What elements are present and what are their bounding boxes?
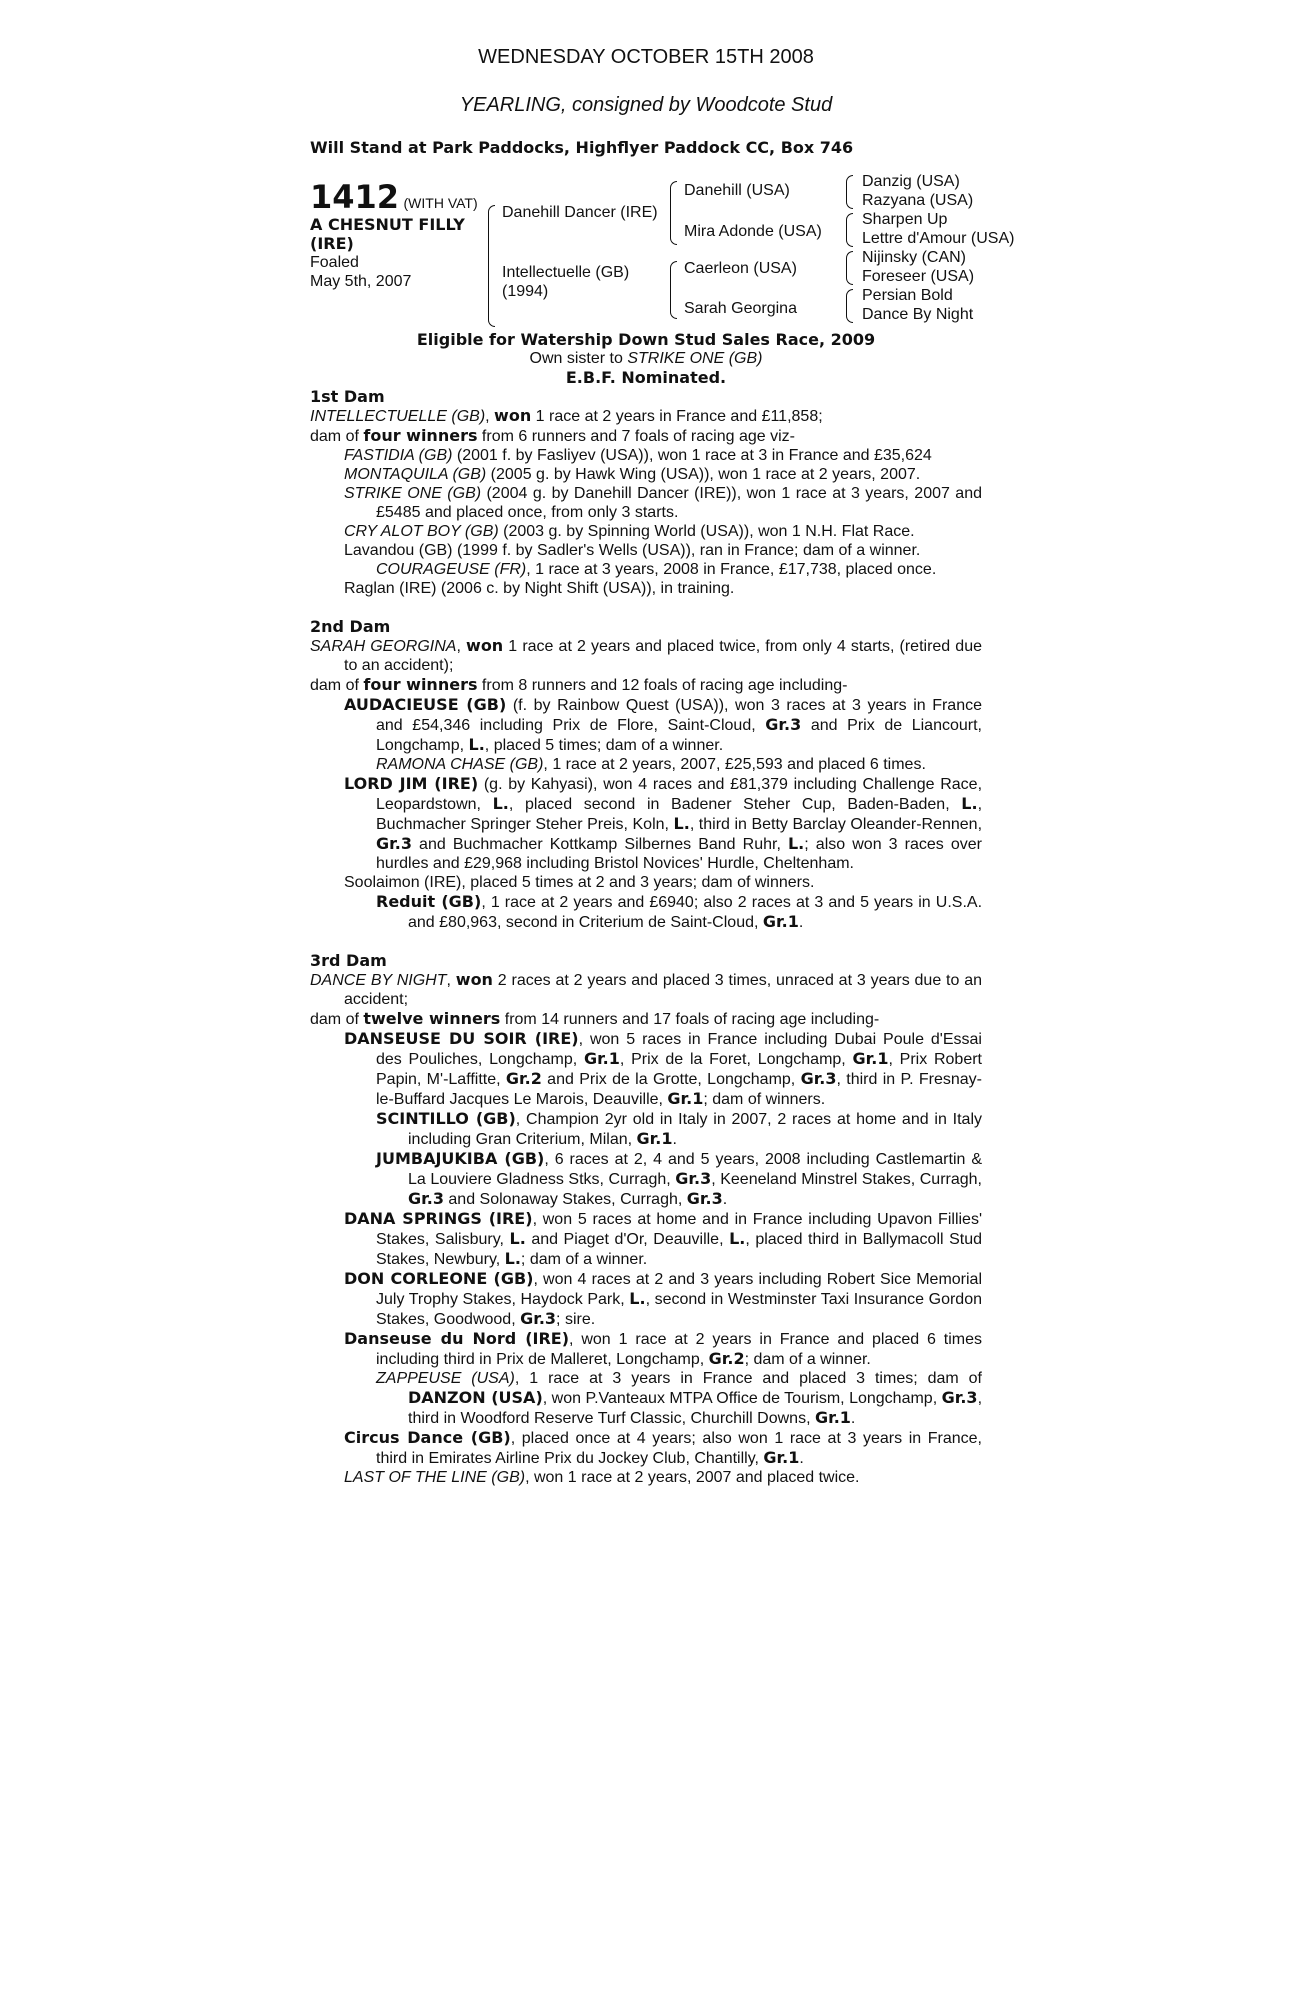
catalogue-page: [310, 44, 1015, 1487]
produce-entry: AUDACIEUSE (GB) (f. by Rainbow Quest (USA)), won 3 races at 3 years in France and £54,346 including Prix de Flore, Saint-Cloud, Gr.3 and Prix de Liancourt, Longchamp, L., placed 5 times; dam of a winner.: [344, 695, 983, 754]
produce-entry: STRIKE ONE (GB) (2004 g. by Danehill Dancer (IRE)), won 1 race at 3 years, 2007 and £5485 and placed once, from only 3 starts.: [344, 485, 982, 521]
third-dam-record: DANCE BY NIGHT, won 2 races at 2 years and placed 3 times, unraced at 3 years due to an accident;: [310, 970, 983, 1008]
produce-entry: DANA SPRINGS (IRE), won 5 races at home and in France including Upavon Fillies' Stakes, Salisbury, L. and Piaget d'Or, Deauville, L., placed third in Ballymacoll Stud Stakes, Newbury, L.; dam of a winner.: [344, 1209, 983, 1268]
vat-note: (WITH VAT): [403, 195, 478, 211]
first-dam-record: INTELLECTUELLE (GB), won 1 race at 2 years in France and £11,858;: [310, 406, 823, 425]
ancestor: Nijinsky (CAN): [862, 249, 966, 266]
own-sister-note: Own sister to STRIKE ONE (GB): [529, 350, 763, 367]
dam-sire: Caerleon (USA): [684, 260, 797, 277]
second-dam-heading: 2nd Dam: [310, 617, 391, 636]
pedigree-table: [310, 173, 1015, 330]
produce-entry: LAST OF THE LINE (GB), won 1 race at 2 years, 2007 and placed twice.: [344, 1469, 860, 1486]
horse-origin: (IRE): [310, 234, 354, 253]
sale-date: WEDNESDAY OCTOBER 15TH 2008: [478, 46, 814, 68]
ancestor: Dance By Night: [862, 306, 974, 323]
eligibility-note: Eligible for Watership Down Stud Sales Race, 2009: [416, 330, 876, 349]
produce-entry: Reduit (GB), 1 race at 2 years and £6940; also 2 races at 3 and 5 years in U.S.A. and £80,963, second in Criterium de Saint-Cloud, Gr.1.: [376, 892, 983, 931]
ancestor: Razyana (USA): [862, 192, 974, 209]
sire-sire: Danehill (USA): [684, 182, 790, 199]
pedigree-bracket: [846, 289, 853, 323]
ancestor: Sharpen Up: [862, 211, 948, 228]
produce-entry: DON CORLEONE (GB), won 4 races at 2 and 3 years including Robert Sice Memorial July Trophy Stakes, Haydock Park, L., second in Westminster Taxi Insurance Gordon Stakes, Goodwood, Gr.3; sire.: [344, 1269, 983, 1328]
third-dam-heading: 3rd Dam: [310, 951, 387, 970]
consignment-line: YEARLING, consigned by Woodcote Stud: [459, 94, 833, 116]
produce-entry: Soolaimon (IRE), placed 5 times at 2 and 3 years; dam of winners.: [344, 874, 815, 891]
produce-entry: Danseuse du Nord (IRE), won 1 race at 2 years in France and placed 6 times including third in Prix de Malleret, Longchamp, Gr.2; dam of a winner.: [344, 1329, 983, 1368]
produce-entry: MONTAQUILA (GB) (2005 g. by Hawk Wing (USA)), won 1 race at 2 years, 2007.: [344, 466, 921, 483]
produce-entry: ZAPPEUSE (USA), 1 race at 3 years in France and placed 3 times; dam of DANZON (USA), won P.Vanteaux MTPA Office de Tourism, Longchamp, Gr.3, third in Woodford Reserve Turf Classic, Churchill Downs, Gr.1.: [376, 1370, 983, 1427]
ancestor: Foreseer (USA): [862, 268, 975, 285]
produce-entry: DANSEUSE DU SOIR (IRE), won 5 races in France including Dubai Poule d'Essai des Pouliches, Longchamp, Gr.1, Prix de la Foret, Longchamp, Gr.1, Prix Robert Papin, M'-Laffitte, Gr.2 and Prix de la Grotte, Longchamp, Gr.3, third in P. Fresnay-le-Buffard Jacques Le Marois, Deauville, Gr.1; dam of winners.: [344, 1029, 982, 1108]
dam-dam: Sarah Georgina: [684, 300, 797, 317]
produce-entry: Lavandou (GB) (1999 f. by Sadler's Wells (USA)), ran in France; dam of a winner.: [344, 542, 921, 559]
pedigree-bracket: [846, 213, 853, 247]
pedigree-bracket: [488, 205, 495, 327]
foaled-date: May 5th, 2007: [310, 273, 412, 290]
produce-entry: CRY ALOT BOY (GB) (2003 g. by Spinning World (USA)), won 1 N.H. Flat Race.: [344, 523, 915, 540]
sire: Danehill Dancer (IRE): [502, 204, 658, 221]
dam-year: (1994): [502, 283, 549, 300]
ancestor: Danzig (USA): [862, 173, 960, 190]
horse-description: A CHESNUT FILLY: [310, 215, 465, 234]
first-dam-heading: 1st Dam: [310, 387, 385, 406]
ancestor: Lettre d'Amour (USA): [862, 230, 1015, 247]
produce-entry: Circus Dance (GB), placed once at 4 years; also won 1 race at 3 years in France, third in Emirates Airline Prix du Jockey Club, Chantilly, Gr.1.: [344, 1428, 983, 1467]
produce-entry: Raglan (IRE) (2006 c. by Night Shift (USA)), in training.: [344, 580, 735, 597]
pedigree-bracket: [670, 261, 677, 319]
pedigree-bracket: [846, 175, 853, 209]
foaled-label: Foaled: [310, 254, 359, 271]
pedigree-bracket: [670, 181, 677, 245]
produce-entry: COURAGEUSE (FR), 1 race at 3 years, 2008 in France, £17,738, placed once.: [376, 561, 937, 578]
produce-entry: JUMBAJUKIBA (GB), 6 races at 2, 4 and 5 years, 2008 including Castlemartin & La Louviere Gladness Stks, Curragh, Gr.3, Keeneland Minstrel Stakes, Curragh, Gr.3 and Solonaway Stakes, Curragh, Gr.3.: [376, 1149, 983, 1208]
pedigree-bracket: [846, 251, 853, 285]
second-dam-produce-summary: dam of four winners from 8 runners and 12 foals of racing age including-: [310, 675, 848, 694]
lot-number: 1412: [310, 178, 400, 216]
produce-entry: RAMONA CHASE (GB), 1 race at 2 years, 2007, £25,593 and placed 6 times.: [376, 756, 926, 773]
ancestor: Persian Bold: [862, 287, 953, 304]
third-dam-produce-summary: dam of twelve winners from 14 runners and 17 foals of racing age including-: [310, 1009, 880, 1028]
first-dam-produce-summary: dam of four winners from 6 runners and 7 foals of racing age viz-: [310, 426, 795, 445]
produce-entry: FASTIDIA (GB) (2001 f. by Fasliyev (USA)), won 1 race at 3 in France and £35,624: [344, 447, 932, 464]
produce-entry: SCINTILLO (GB), Champion 2yr old in Italy in 2007, 2 races at home and in Italy including Gran Criterium, Milan, Gr.1.: [376, 1109, 983, 1148]
stand-location: Will Stand at Park Paddocks, Highflyer Paddock CC, Box 746: [310, 138, 854, 157]
lot-info: [310, 179, 490, 291]
produce-entry: LORD JIM (IRE) (g. by Kahyasi), won 4 races and £81,379 including Challenge Race, Leopardstown, L., placed second in Badener Steher Cup, Baden-Baden, L., Buchmacher Springer Steher Preis, Koln, L., third in Betty Barclay Oleander-Rennen, Gr.3 and Buchmacher Kottkamp Silbernes Band Ruhr, L.; also won 3 races over hurdles and £29,968 including Bristol Novices' Hurdle, Cheltenham.: [344, 774, 983, 872]
ebf-note: E.B.F. Nominated.: [565, 368, 727, 387]
second-dam-record: SARAH GEORGINA, won 1 race at 2 years and placed twice, from only 4 starts, (retired due to an accident);: [310, 636, 982, 674]
sire-dam: Mira Adonde (USA): [684, 223, 822, 240]
dam: Intellectuelle (GB): [502, 264, 630, 281]
